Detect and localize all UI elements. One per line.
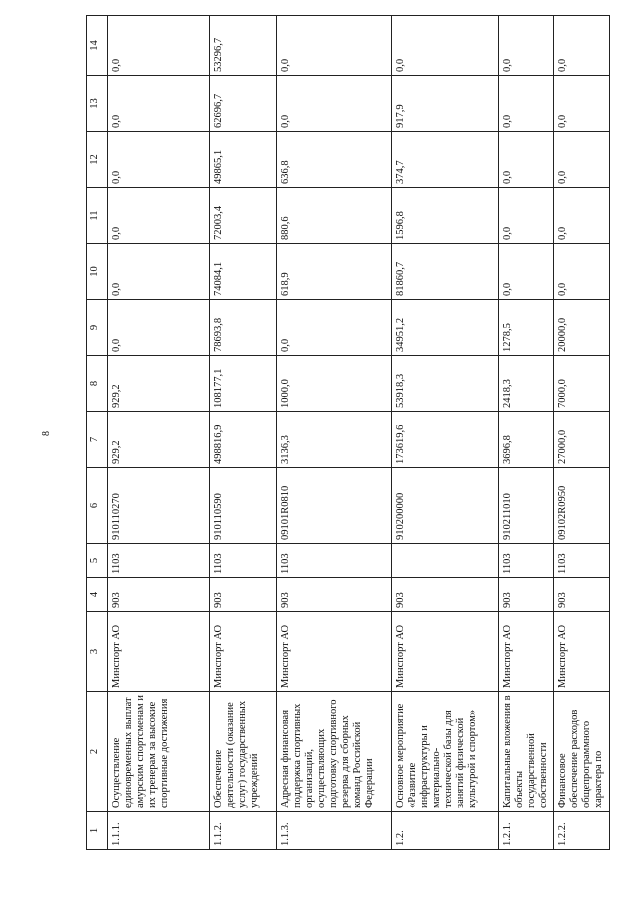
value-cell: 0,0 (554, 132, 609, 188)
table-row (277, 16, 392, 850)
value-cell: 53296,7 (210, 16, 277, 76)
value-cell: 0,0 (554, 16, 609, 76)
row-number: 1.1.3. (277, 812, 392, 850)
page-number: 8 (41, 431, 52, 436)
value-cell: 78693,8 (210, 300, 277, 356)
table-row (554, 16, 609, 850)
value-cell: 636,8 (277, 132, 392, 188)
activity-name: Капитальные вложения в объекты государственной собственности (499, 692, 554, 812)
executor-cell: Минспорт АО (277, 612, 392, 692)
value-cell: 0,0 (499, 132, 554, 188)
code-cell: 903 (392, 578, 499, 612)
value-cell: 374,7 (392, 132, 499, 188)
row-number: 1.2. (392, 812, 499, 850)
value-cell: 0,0 (108, 16, 210, 76)
code-cell: 903 (554, 578, 609, 612)
header-cell: 8 (87, 356, 108, 412)
value-cell: 62696,7 (210, 76, 277, 132)
header-cell: 12 (87, 132, 108, 188)
value-cell: 7000,0 (554, 356, 609, 412)
header-cell: 7 (87, 412, 108, 468)
row-number: 1.2.1. (499, 812, 554, 850)
value-cell: 0,0 (499, 76, 554, 132)
header-row (87, 16, 108, 850)
value-cell: 108177,1 (210, 356, 277, 412)
executor-cell: Минспорт АО (210, 612, 277, 692)
budget-table (86, 15, 610, 850)
value-cell: 0,0 (277, 76, 392, 132)
code-cell: 09101R0810 (277, 468, 392, 544)
code-cell: 910200000 (392, 468, 499, 544)
value-cell: 0,0 (108, 300, 210, 356)
value-cell: 49865,1 (210, 132, 277, 188)
code-cell: 903 (277, 578, 392, 612)
code-cell: 910211010 (499, 468, 554, 544)
header-cell: 5 (87, 544, 108, 578)
value-cell: 498816,9 (210, 412, 277, 468)
activity-name: Финансовое обеспечение расходов общепрограммного характера по (554, 692, 609, 812)
value-cell: 0,0 (499, 244, 554, 300)
value-cell: 0,0 (499, 16, 554, 76)
value-cell: 0,0 (554, 188, 609, 244)
code-cell: 903 (499, 578, 554, 612)
value-cell: 0,0 (108, 188, 210, 244)
table-row (210, 16, 277, 850)
code-cell: 1103 (210, 544, 277, 578)
header-cell: 13 (87, 76, 108, 132)
value-cell: 0,0 (499, 188, 554, 244)
header-cell: 14 (87, 16, 108, 76)
header-cell: 9 (87, 300, 108, 356)
header-cell: 3 (87, 612, 108, 692)
value-cell: 880,6 (277, 188, 392, 244)
value-cell: 20000,0 (554, 300, 609, 356)
value-cell: 0,0 (108, 244, 210, 300)
executor-cell: Минспорт АО (499, 612, 554, 692)
value-cell: 81860,7 (392, 244, 499, 300)
executor-cell: Минспорт АО (554, 612, 609, 692)
activity-name: Адресная финансовая поддержка спортивных организаций, осуществляющих подготовку спортивного резерва для сборных команд Российской Федерации (277, 692, 392, 812)
value-cell: 27000,0 (554, 412, 609, 468)
value-cell: 34951,2 (392, 300, 499, 356)
rotated-table-wrapper (86, 30, 608, 850)
code-cell: 910110270 (108, 468, 210, 544)
table-row (499, 16, 554, 850)
value-cell: 618,9 (277, 244, 392, 300)
value-cell: 0,0 (554, 76, 609, 132)
activity-name: Обеспечение деятельности (оказание услуг) государственных учреждений (210, 692, 277, 812)
row-number: 1.2.2. (554, 812, 609, 850)
executor-cell: Минспорт АО (392, 612, 499, 692)
code-cell: 1103 (108, 544, 210, 578)
header-cell: 4 (87, 578, 108, 612)
value-cell: 0,0 (108, 76, 210, 132)
value-cell: 0,0 (277, 300, 392, 356)
code-cell: 903 (108, 578, 210, 612)
executor-cell: Минспорт АО (108, 612, 210, 692)
code-cell: 1103 (499, 544, 554, 578)
header-cell: 2 (87, 692, 108, 812)
value-cell: 173619,6 (392, 412, 499, 468)
activity-name: Основное мероприятие «Развитие инфраструктуры и материально-технической базы для занятий физической культурой и спортом» (392, 692, 499, 812)
row-number: 1.1.1. (108, 812, 210, 850)
value-cell: 53918,3 (392, 356, 499, 412)
code-cell: 910110590 (210, 468, 277, 544)
table-row (108, 16, 210, 850)
header-cell: 1 (87, 812, 108, 850)
header-cell: 10 (87, 244, 108, 300)
value-cell: 2418,3 (499, 356, 554, 412)
value-cell: 0,0 (277, 16, 392, 76)
value-cell: 1278,5 (499, 300, 554, 356)
row-number: 1.1.2. (210, 812, 277, 850)
table-row (392, 16, 499, 850)
code-cell: 1103 (277, 544, 392, 578)
header-cell: 11 (87, 188, 108, 244)
code-cell: 1103 (554, 544, 609, 578)
activity-name: Осуществление единовременных выплат амурским спортсменам и их тренерам за высокие спортивные достижения (108, 692, 210, 812)
value-cell: 0,0 (554, 244, 609, 300)
value-cell: 72003,4 (210, 188, 277, 244)
value-cell: 929,2 (108, 412, 210, 468)
value-cell: 929,2 (108, 356, 210, 412)
header-cell: 6 (87, 468, 108, 544)
value-cell: 1000,0 (277, 356, 392, 412)
value-cell: 917,9 (392, 76, 499, 132)
value-cell: 0,0 (108, 132, 210, 188)
code-cell: 903 (210, 578, 277, 612)
code-cell: 09102R0950 (554, 468, 609, 544)
value-cell: 3136,3 (277, 412, 392, 468)
value-cell: 74084,1 (210, 244, 277, 300)
value-cell: 0,0 (392, 16, 499, 76)
value-cell: 1596,8 (392, 188, 499, 244)
code-cell (392, 544, 499, 578)
value-cell: 3696,8 (499, 412, 554, 468)
